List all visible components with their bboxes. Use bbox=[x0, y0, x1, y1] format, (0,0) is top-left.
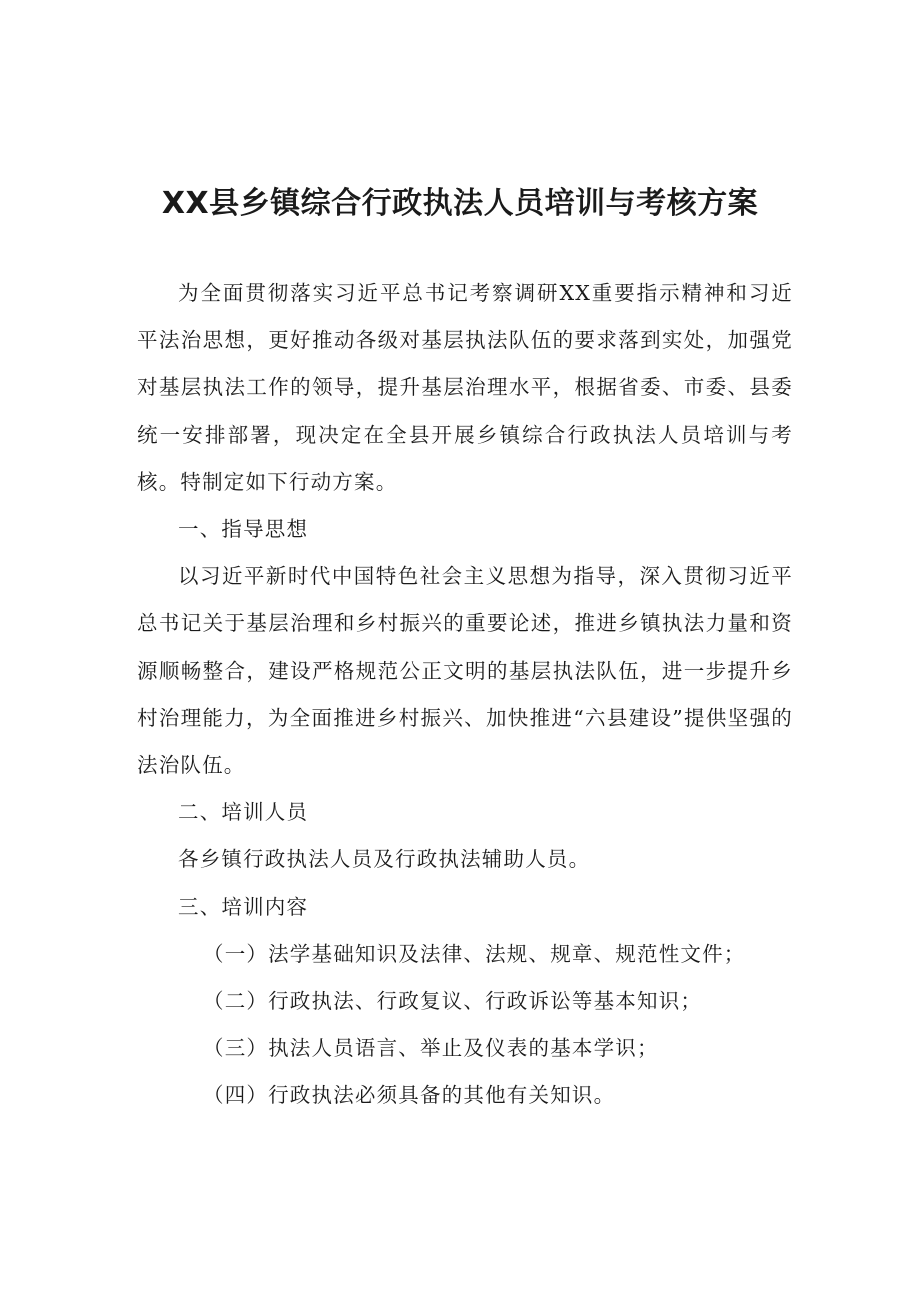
list-item: （四）行政执法必须具备的其他有关知识。 bbox=[203, 1083, 616, 1108]
list-item: （一）法学基础知识及法律、法规、规章、规范性文件； bbox=[203, 941, 746, 966]
section-body-guiding-ideology: 以习近平新时代中国特色社会主义思想为指导，深入贯彻习近平总书记关于基层治理和乡村振兴的重要论述，推进乡镇执法力量和资源顺畅整合，建设严格规范公正文明的基层执法队伍，进一步提升乡村治理能力，为全面推进乡村振兴、加快推进“六县建设”提供坚强的法治队伍。 bbox=[137, 564, 793, 778]
section-heading-training-content: 三、培训内容 bbox=[178, 894, 309, 919]
section-body-trainees: 各乡镇行政执法人员及行政执法辅助人员。 bbox=[178, 847, 591, 872]
intro-paragraph: 为全面贯彻落实习近平总书记考察调研XX重要指示精神和习近平法治思想，更好推动各级对基层执法队伍的要求落到实处，加强党对基层执法工作的领导，提升基层治理水平，根据省委、市委、县委统一安排部署，现决定在全县开展乡镇综合行政执法人员培训与考核。特制定如下行动方案。 bbox=[137, 281, 793, 494]
document-title: XX县乡镇综合行政执法人员培训与考核方案 bbox=[161, 186, 759, 221]
document-body bbox=[137, 270, 793, 1120]
section-heading-trainees: 二、培训人员 bbox=[178, 800, 309, 825]
list-item: （二）行政执法、行政复议、行政诉讼等基本知识； bbox=[203, 989, 703, 1014]
list-item: （三）执法人员语言、举止及仪表的基本学识； bbox=[203, 1036, 659, 1061]
section-heading-guiding-ideology: 一、指导思想 bbox=[178, 517, 309, 542]
